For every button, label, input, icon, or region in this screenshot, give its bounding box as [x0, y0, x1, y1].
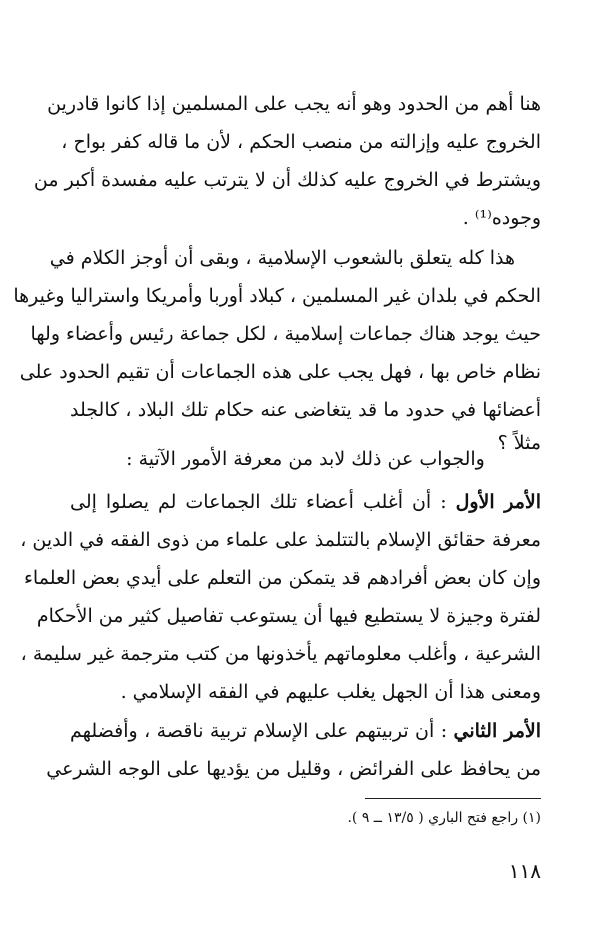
text-line: لفترة وجيزة لا يستطيع فيها أن يستوعب تفاصيل كثير من الأحكام [36, 605, 541, 627]
text-line: معرفة حقائق الإسلام بالتتلمذ على علماء من ذوى الفقه في الدين ، [20, 529, 541, 551]
text-line: حيث يوجد هناك جماعات إسلامية ، لكل جماعة رئيس وأعضاء ولها [30, 323, 541, 345]
text-line: من يحافظ على الفرائض ، وقليل من يؤديها على الوجه الشرعي [46, 758, 541, 780]
heading-second: الأمر الثاني [453, 720, 541, 742]
heading-separator: : [434, 720, 454, 742]
text-line: هذا كله يتعلق بالشعوب الإسلامية ، وبقى أن أوجز الكلام في [49, 247, 515, 269]
footnote: (١) راجع فتح الباري ( ١٣/٥ ــ ٩ ). [347, 810, 541, 826]
footnote-divider [365, 798, 541, 799]
text-line: الحكم في بلدان غير المسلمين ، كبلاد أوربا وأمريكا واستراليا وغيرها [13, 285, 541, 307]
text-line: الشرعية ، وأغلب معلوماتهم يأخذونها من كتب مترجمة غير سليمة ، [20, 643, 541, 665]
text-run: أن أغلب أعضاء تلك الجماعات لم يصلوا إلى [70, 491, 432, 513]
text-line: مثلاً ؟ [497, 432, 541, 454]
text-line: ومعنى هذا أن الجهل يغلب عليهم في الفقه الإسلامي . [120, 681, 541, 703]
heading-first: الأمر الأول [455, 491, 541, 513]
text-line: وإن كان بعض أفرادهم قد يتمكن من التعلم على أيدي بعض العلماء [23, 567, 541, 589]
text-line: ويشترط في الخروج عليه كذلك أن لا يترتب عليه مفسدة أكبر من [33, 169, 541, 191]
text-line: وجوده⁽¹⁾ . [462, 207, 541, 229]
text-line: والجواب عن ذلك لابد من معرفة الأمور الآتية : [126, 448, 485, 470]
text-line: هنا أهم من الحدود وهو أنه يجب على المسلمين إذا كانوا قادرين [47, 93, 541, 115]
page-number: ١١٨ [508, 859, 541, 883]
text-line: نظام خاص بها ، فهل يجب على هذه الجماعات أن تقيم الحدود على [19, 361, 541, 383]
text-line: الخروج عليه وإزالته من منصب الحكم ، لأن ما قاله كفر بواح ، [61, 131, 541, 153]
text-line: أعضائها في حدود ما قد يتغاضى عنه حكام تلك البلاد ، كالجلد [70, 399, 541, 421]
section-second-line [70, 712, 541, 750]
heading-separator: : [431, 491, 456, 513]
text-run: أن تربيتهم على الإسلام تربية ناقصة ، وأفضلهم [70, 720, 435, 742]
section-first-line [70, 483, 541, 521]
